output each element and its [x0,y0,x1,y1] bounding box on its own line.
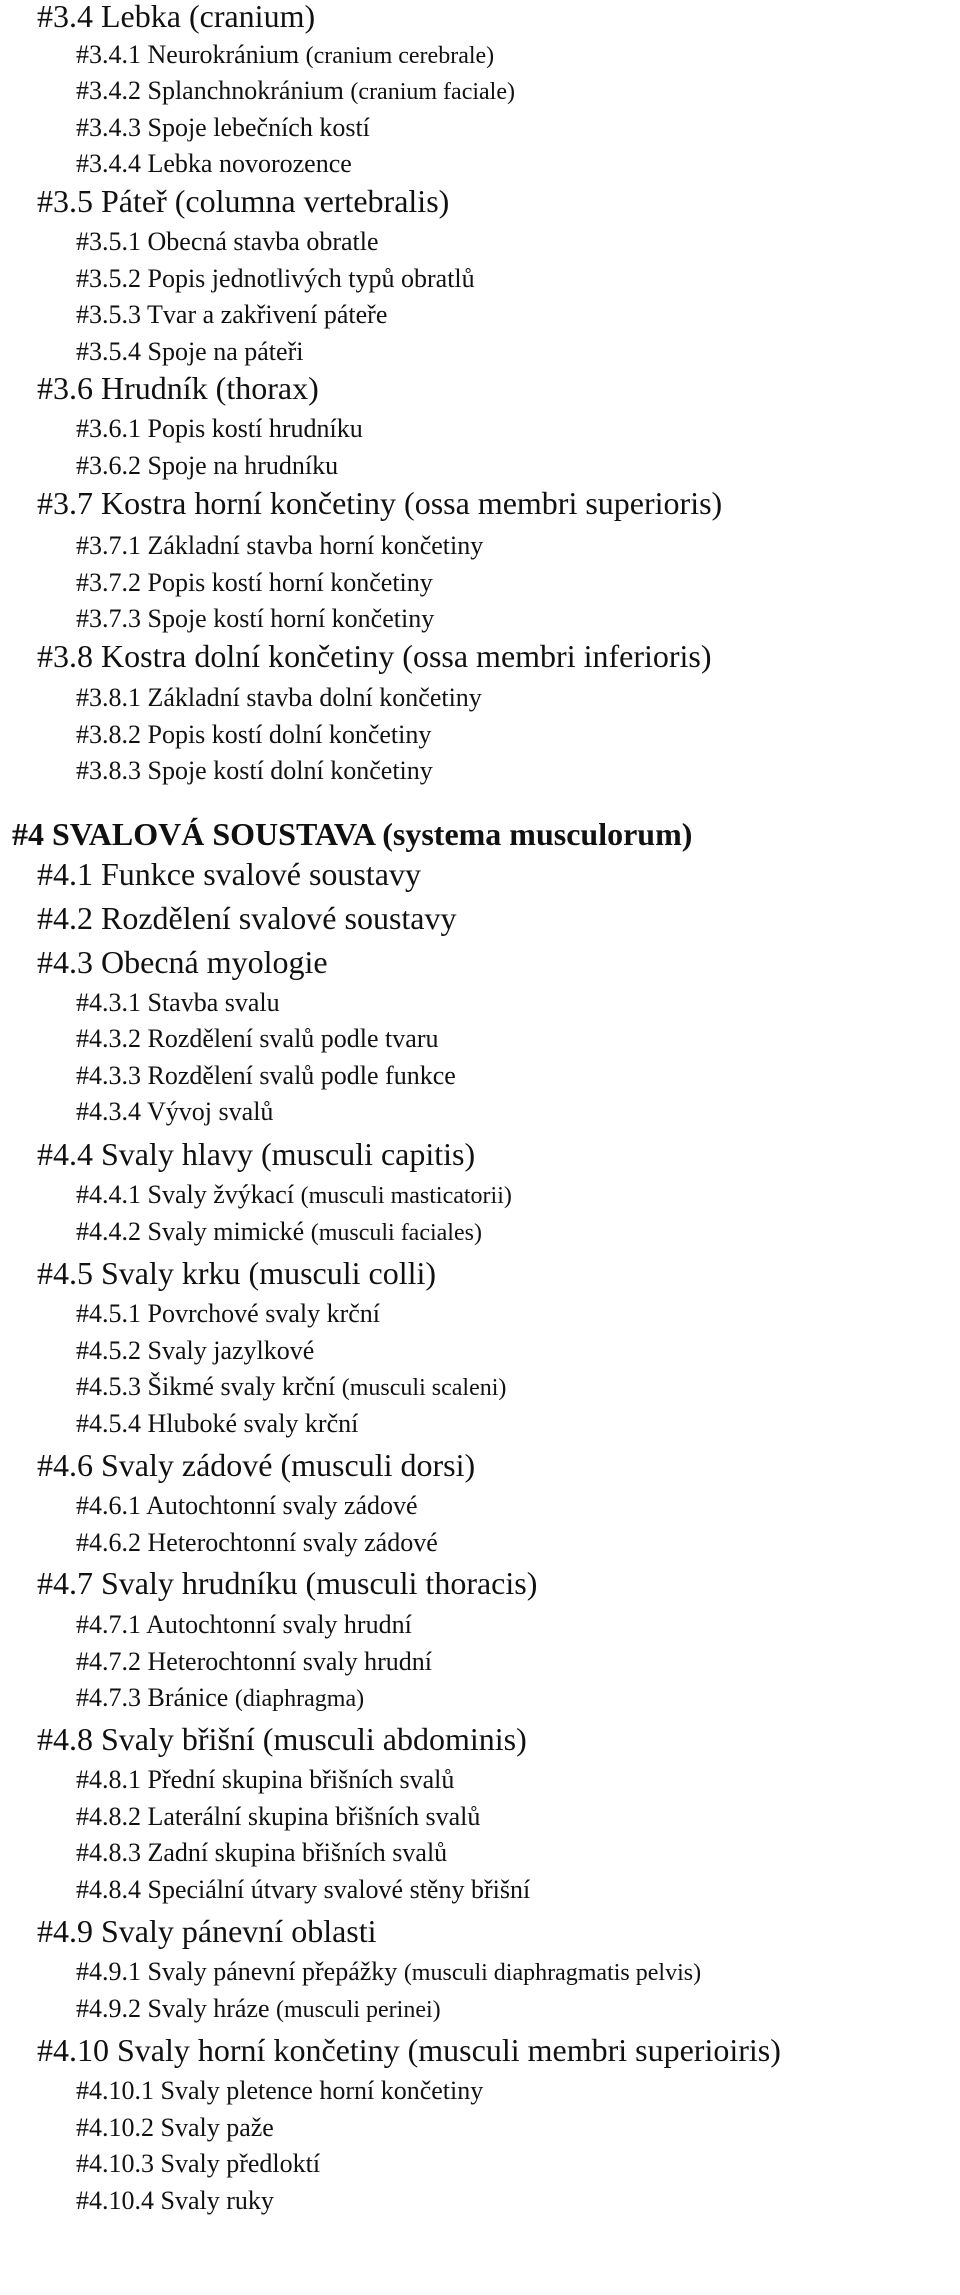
entry-text: #4.8.3 Zadní skupina břišních svalů [76,1838,448,1867]
subsection-item [76,1301,380,1327]
entry-text: #4.1 Funkce svalové soustavy [37,856,421,892]
subsection-item [76,2078,483,2104]
subsection-item [76,1099,273,1125]
latin-term: (musculi diaphragmatis pelvis) [403,1960,702,1986]
subsection-item [76,1182,512,1208]
subsection-item [76,685,482,711]
subsection-item [76,2151,320,2177]
subsection-item [76,990,280,1016]
section-heading [37,640,712,672]
section-heading [37,1138,475,1170]
entry-text: #4.4.1 Svaly žvýkací [76,1180,295,1209]
entry-text: #4.3.4 Vývoj svalů [76,1097,274,1126]
entry-text: #4.4 Svaly hlavy (musculi capitis) [37,1136,476,1172]
latin-term: (cranium faciale) [350,79,515,105]
chapter-heading [12,818,692,850]
subsection-item [76,1493,418,1519]
entry-text: #4.7 Svaly hrudníku (musculi thoracis) [37,1565,538,1601]
entry-text: #4.5.2 Svaly jazylkové [76,1336,315,1365]
entry-text: #4.9.2 Svaly hráze [76,1994,270,2023]
section-heading [37,2034,781,2066]
entry-text: #4.7.1 Autochtonní svaly hrudní [76,1610,412,1639]
entry-text: #4.4.2 Svaly mimické [76,1217,305,1246]
entry-text: #3.7.3 Spoje kostí horní končetiny [76,604,435,633]
entry-text: #4.3 Obecná myologie [37,944,328,980]
entry-text: #4.3.1 Stavba svalu [76,988,280,1017]
latin-term: (cranium cerebrale) [305,43,495,69]
entry-text: #3.8.2 Popis kostí dolní končetiny [76,720,432,749]
subsection-item [76,1767,454,1793]
entry-text: #3.7.1 Základní stavba horní končetiny [76,531,484,560]
section-heading [37,1723,527,1755]
latin-term: (diaphragma) [234,1686,365,1712]
subsection-item [76,1996,441,2022]
entry-text: #4.5.4 Hluboké svaly krční [76,1409,359,1438]
subsection-item [76,1877,530,1903]
subsection-item [76,1063,456,1089]
entry-text: #4.3.2 Rozdělení svalů podle tvaru [76,1024,439,1053]
section-heading [37,1567,537,1599]
subsection-item [76,533,483,559]
entry-text: #4.3.3 Rozdělení svalů podle funkce [76,1061,456,1090]
entry-text: #4.6.1 Autochtonní svaly zádové [76,1491,418,1520]
section-heading [37,1257,436,1289]
subsection-item [76,758,433,784]
subsection-item [76,78,515,104]
entry-text: #3.8 Kostra dolní končetiny (ossa membri inferioris) [37,638,712,674]
subsection-item [76,1804,480,1830]
subsection-item [76,1959,701,1985]
entry-text: #4.8.2 Laterální skupina břišních svalů [76,1802,481,1831]
entry-text: #3.8.1 Základní stavba dolní končetiny [76,683,482,712]
entry-text: #4.5.1 Povrchové svaly krční [76,1299,381,1328]
entry-text: #3.5.3 Tvar a zakřivení páteře [76,300,388,329]
entry-text: #3.5.1 Obecná stavba obratle [76,227,379,256]
subsection-item [76,1026,438,1052]
section-heading [37,185,449,217]
entry-text: #3.8.3 Spoje kostí dolní končetiny [76,756,433,785]
entry-text: #4.6.2 Heterochtonní svaly zádové [76,1528,438,1557]
subsection-item [76,1219,482,1245]
entry-text: #3.6.1 Popis kostí hrudníku [76,414,363,443]
section-heading [37,946,328,978]
subsection-item [76,1840,447,1866]
section-heading [37,858,421,890]
entry-text: #4.8 Svaly břišní (musculi abdominis) [37,1721,527,1757]
subsection-item [76,570,433,596]
subsection-item [76,339,303,365]
subsection-item [76,1374,506,1400]
subsection-item [76,416,363,442]
section-heading [37,1915,377,1947]
entry-text: #3.6 Hrudník (thorax) [37,370,319,406]
section-heading [37,902,456,934]
entry-text: #4.7.2 Heterochtonní svaly hrudní [76,1647,432,1676]
latin-term: (musculi faciales) [310,1220,482,1246]
entry-text: #3.7 Kostra horní končetiny (ossa membri superioris) [37,485,723,521]
latin-term: (musculi masticatorii) [300,1183,512,1209]
section-heading [37,487,722,519]
entry-text: #3.4.1 Neurokránium [76,40,300,69]
entry-text: #4.10.4 Svaly ruky [76,2186,274,2215]
entry-text: #3.6.2 Spoje na hrudníku [76,451,339,480]
subsection-item [76,42,494,68]
entry-text: #4 SVALOVÁ SOUSTAVA (systema musculorum) [12,816,693,852]
subsection-item [76,266,475,292]
entry-text: #4.10 Svaly horní končetiny (musculi membri superioiris) [37,2032,781,2068]
entry-text: #4.8.4 Speciální útvary svalové stěny břišní [76,1875,531,1904]
entry-text: #4.9.1 Svaly pánevní přepážky [76,1957,398,1986]
entry-text: #3.7.2 Popis kostí horní končetiny [76,568,433,597]
section-heading [37,0,315,32]
subsection-item [76,722,431,748]
subsection-item [76,1685,364,1711]
entry-text: #4.9 Svaly pánevní oblasti [37,1913,377,1949]
subsection-item [76,115,370,141]
subsection-item [76,2188,274,2214]
entry-text: #4.5.3 Šikmé svaly krční [76,1372,336,1401]
entry-text: #4.6 Svaly zádové (musculi dorsi) [37,1447,476,1483]
subsection-item [76,302,387,328]
entry-text: #3.5 Páteř (columna vertebralis) [37,183,450,219]
entry-text: #3.5.2 Popis jednotlivých typů obratlů [76,264,475,293]
entry-text: #4.10.3 Svaly předloktí [76,2149,321,2178]
subsection-item [76,1530,438,1556]
section-heading [37,1449,475,1481]
entry-text: #3.4.2 Splanchnokránium [76,76,344,105]
entry-text: #3.5.4 Spoje na páteři [76,337,304,366]
subsection-item [76,151,352,177]
entry-text: #4.2 Rozdělení svalové soustavy [37,900,457,936]
subsection-item [76,1411,358,1437]
subsection-item [76,1649,432,1675]
entry-text: #4.10.2 Svaly paže [76,2113,274,2142]
entry-text: #3.4.4 Lebka novorozence [76,149,352,178]
latin-term: (musculi perinei) [276,1997,441,2023]
subsection-item [76,1338,314,1364]
subsection-item [76,229,379,255]
subsection-item [76,1612,412,1638]
entry-text: #4.8.1 Přední skupina břišních svalů [76,1765,455,1794]
entry-text: #4.10.1 Svaly pletence horní končetiny [76,2076,484,2105]
section-heading [37,372,319,404]
latin-term: (musculi scaleni) [341,1375,507,1401]
entry-text: #4.7.3 Bránice [76,1683,229,1712]
entry-text: #4.5 Svaly krku (musculi colli) [37,1255,437,1291]
entry-text: #3.4.3 Spoje lebečních kostí [76,113,370,142]
subsection-item [76,606,434,632]
entry-text: #3.4 Lebka (cranium) [37,0,316,34]
subsection-item [76,2115,274,2141]
subsection-item [76,453,338,479]
